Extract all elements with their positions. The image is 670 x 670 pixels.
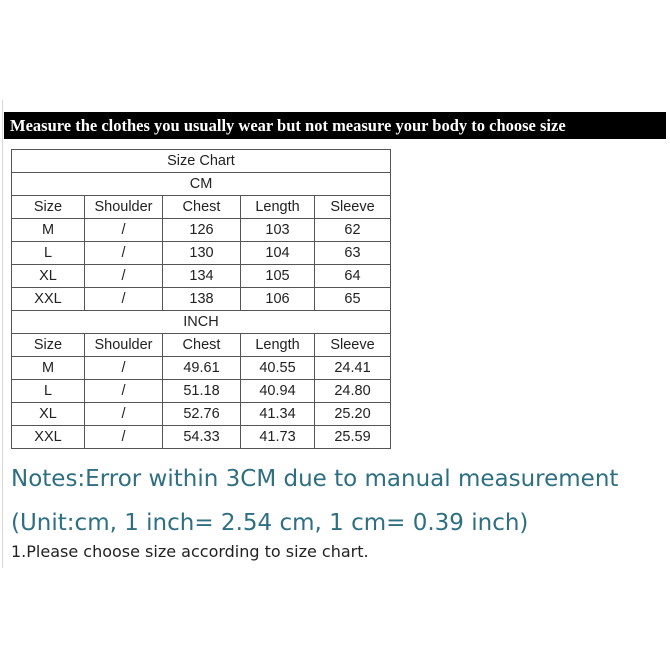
cell-chest: 52.76 — [163, 403, 241, 426]
cell-shoulder: / — [85, 265, 163, 288]
cell-shoulder: / — [85, 426, 163, 449]
inch-header-row — [12, 334, 391, 357]
cell-sleeve: 24.41 — [315, 357, 391, 380]
measure-instruction-banner: Measure the clothes you usually wear but not measure your body to choose size — [4, 112, 666, 139]
cell-length: 40.55 — [241, 357, 315, 380]
header-shoulder: Shoulder — [85, 334, 163, 357]
cell-sleeve: 25.59 — [315, 426, 391, 449]
cell-length: 41.34 — [241, 403, 315, 426]
table-row — [12, 357, 391, 380]
cell-sleeve: 62 — [315, 219, 391, 242]
table-row — [12, 380, 391, 403]
header-length: Length — [241, 196, 315, 219]
table-row — [12, 219, 391, 242]
cell-size: XL — [12, 403, 85, 426]
cell-chest: 49.61 — [163, 357, 241, 380]
cell-size: XXL — [12, 426, 85, 449]
cell-size: L — [12, 242, 85, 265]
measurement-error-note: Notes:Error within 3CM due to manual measurement — [11, 466, 619, 492]
cell-shoulder: / — [85, 219, 163, 242]
inch-section-row — [12, 311, 391, 334]
cell-chest: 138 — [163, 288, 241, 311]
header-sleeve: Sleeve — [315, 196, 391, 219]
cell-length: 104 — [241, 242, 315, 265]
header-sleeve: Sleeve — [315, 334, 391, 357]
cell-shoulder: / — [85, 288, 163, 311]
cell-sleeve: 65 — [315, 288, 391, 311]
cell-sleeve: 24.80 — [315, 380, 391, 403]
cell-size: XXL — [12, 288, 85, 311]
cell-size: M — [12, 357, 85, 380]
cell-chest: 130 — [163, 242, 241, 265]
cell-sleeve: 64 — [315, 265, 391, 288]
table-row — [12, 403, 391, 426]
header-length: Length — [241, 334, 315, 357]
cm-header-row — [12, 196, 391, 219]
cell-length: 40.94 — [241, 380, 315, 403]
cell-shoulder: / — [85, 357, 163, 380]
table-row — [12, 288, 391, 311]
cm-section-label: CM — [12, 173, 391, 196]
table-row — [12, 426, 391, 449]
cm-section-row — [12, 173, 391, 196]
cell-shoulder: / — [85, 380, 163, 403]
table-title-row — [12, 150, 391, 173]
cell-sleeve: 25.20 — [315, 403, 391, 426]
cell-sleeve: 63 — [315, 242, 391, 265]
cell-length: 103 — [241, 219, 315, 242]
table-row — [12, 242, 391, 265]
unit-conversion-note: (Unit:cm, 1 inch= 2.54 cm, 1 cm= 0.39 inch) — [11, 510, 529, 536]
inch-section-label: INCH — [12, 311, 391, 334]
header-chest: Chest — [163, 334, 241, 357]
cell-length: 106 — [241, 288, 315, 311]
cell-length: 41.73 — [241, 426, 315, 449]
cell-chest: 126 — [163, 219, 241, 242]
cell-shoulder: / — [85, 242, 163, 265]
left-divider-line — [2, 100, 3, 568]
table-title: Size Chart — [12, 150, 391, 173]
header-size: Size — [12, 196, 85, 219]
cell-size: L — [12, 380, 85, 403]
header-chest: Chest — [163, 196, 241, 219]
header-shoulder: Shoulder — [85, 196, 163, 219]
size-choice-instruction: 1.Please choose size according to size chart. — [11, 542, 369, 561]
table-row — [12, 265, 391, 288]
cell-shoulder: / — [85, 403, 163, 426]
cell-size: XL — [12, 265, 85, 288]
cell-length: 105 — [241, 265, 315, 288]
cell-chest: 54.33 — [163, 426, 241, 449]
size-chart-table — [11, 149, 391, 449]
cell-chest: 134 — [163, 265, 241, 288]
header-size: Size — [12, 334, 85, 357]
cell-size: M — [12, 219, 85, 242]
cell-chest: 51.18 — [163, 380, 241, 403]
